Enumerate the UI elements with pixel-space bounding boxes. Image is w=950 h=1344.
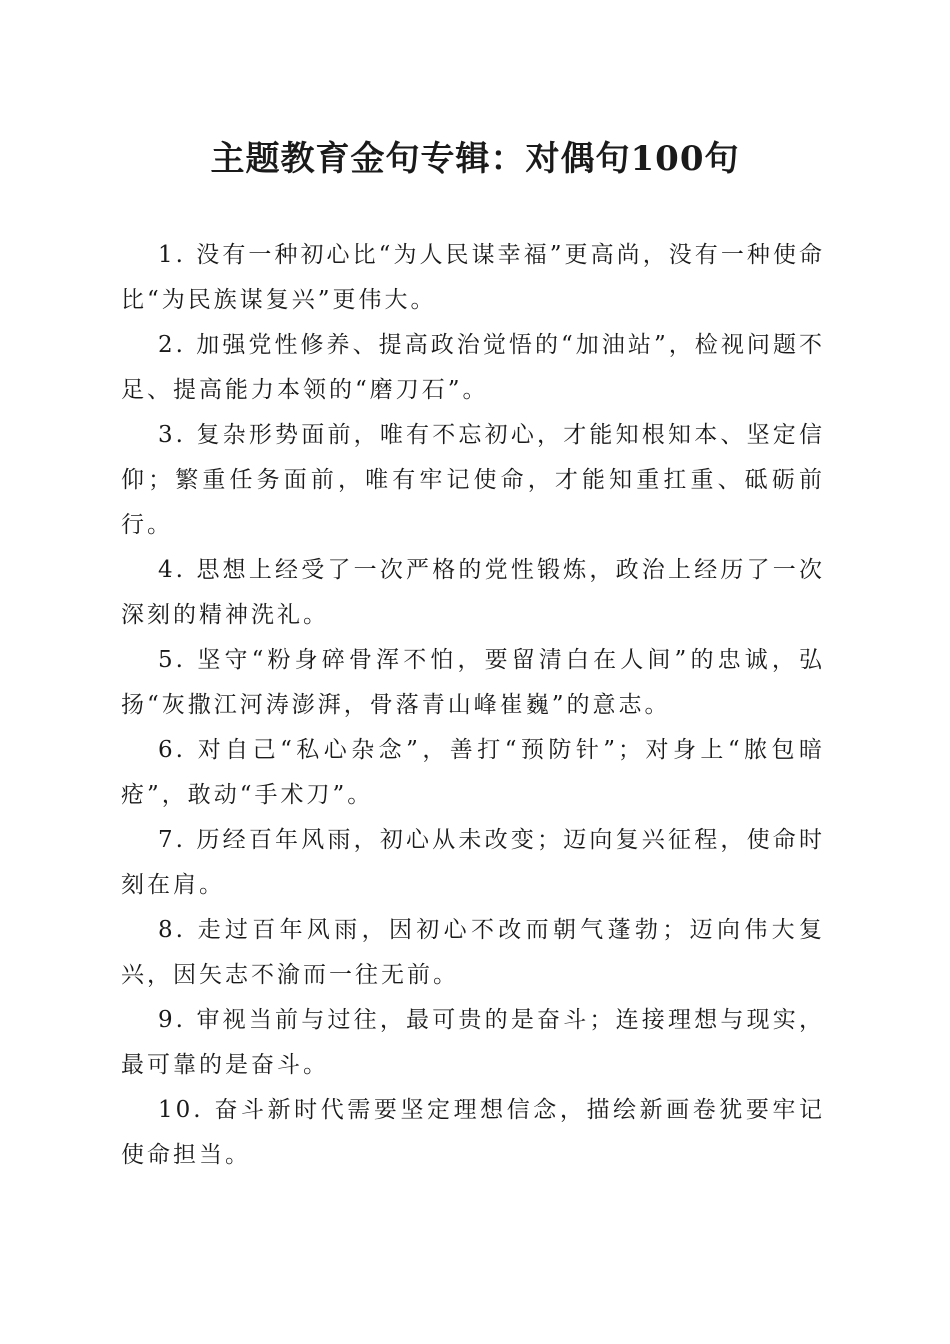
list-item: 4. 思想上经受了一次严格的党性锻炼，政治上经历了一次深刻的精神洗礼。 [121, 557, 825, 628]
list-item: 8. 走过百年风雨，因初心不改而朝气蓬勃；迈向伟大复兴，因矢志不渝而一往无前。 [121, 917, 825, 988]
document-title: 主题教育金句专辑：对偶句100句 [210, 139, 740, 179]
list-item: 10. 奋斗新时代需要坚定理想信念，描绘新画卷犹要牢记使命担当。 [121, 1097, 825, 1168]
list-item: 7. 历经百年风雨，初心从未改变；迈向复兴征程，使命时刻在肩。 [121, 827, 825, 898]
list-item: 2. 加强党性修养、提高政治觉悟的“加油站”，检视问题不足、提高能力本领的“磨刀石”。 [121, 332, 825, 403]
list-item: 6. 对自己“私心杂念”，善打“预防针”；对身上“脓包暗疮”，敢动“手术刀”。 [121, 737, 825, 808]
list-item: 3. 复杂形势面前，唯有不忘初心，才能知根知本、坚定信仰；繁重任务面前，唯有牢记使命，才能知重扛重、砥砺前行。 [121, 422, 825, 538]
list-item: 1. 没有一种初心比“为人民谋幸福”更高尚，没有一种使命比“为民族谋复兴”更伟大。 [121, 242, 825, 313]
sentence-list [121, 233, 825, 1178]
list-item: 9. 审视当前与过往，最可贵的是奋斗；连接理想与现实，最可靠的是奋斗。 [121, 1007, 825, 1078]
list-item: 5. 坚守“粉身碎骨浑不怕，要留清白在人间”的忠诚，弘扬“灰撒江河涛澎湃，骨落青山峰崔巍”的意志。 [121, 647, 825, 718]
